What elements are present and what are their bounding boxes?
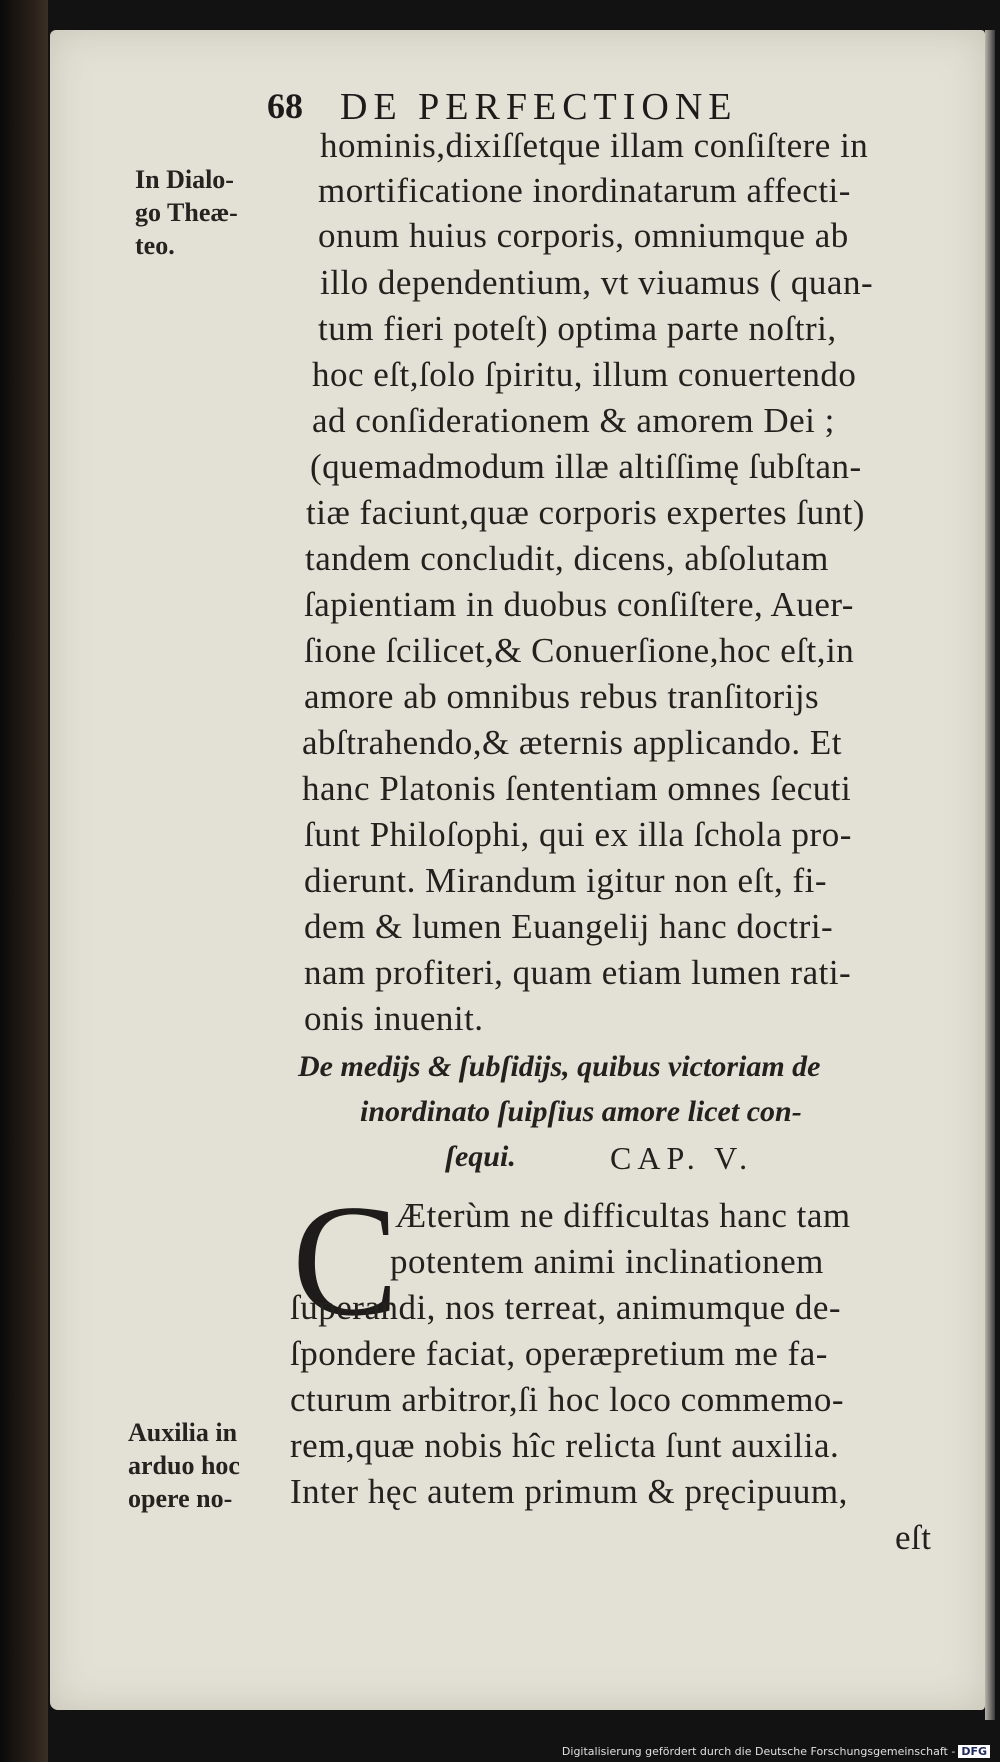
digitization-credit — [562, 1745, 990, 1758]
body-text-line: onis inuenit. — [304, 999, 484, 1038]
digitization-credit-text: Digitalisierung gefördert durch die Deutsche Forschungsgemeinschaft - — [561, 1745, 956, 1758]
body-text-line: tiæ faciunt,quæ corporis expertes ſunt) — [306, 493, 865, 532]
chapter-heading-line: inordinato ſuipſius amore licet con- — [360, 1095, 802, 1128]
margin-note-line: go Theæ- — [135, 198, 238, 227]
body-text-line: hominis,dixiſſetque illam conſiſtere in — [320, 126, 869, 165]
chapter-text-line: cturum arbitror,ſi hoc loco commemo- — [290, 1380, 845, 1419]
chapter-text-line: ſpondere faciat, operæpretium me fa- — [290, 1334, 828, 1373]
body-text-line: ad conſiderationem & amorem Dei ; — [312, 401, 835, 440]
body-text-line: illo dependentium, vt viuamus ( quan- — [320, 263, 874, 302]
body-text-line: (quemadmodum illæ altiſſimę ſubſtan- — [310, 447, 862, 486]
dfg-logo: DFG — [958, 1745, 990, 1758]
body-text-line: nam profiteri, quam etiam lumen rati- — [304, 953, 852, 992]
body-text-line: ſunt Philoſophi, qui ex illa ſchola pro- — [304, 815, 852, 854]
chapter-heading-line: De medijs & ſubſidijs, quibus victoriam de — [298, 1050, 821, 1083]
body-text-line: hoc eſt,ſolo ſpiritu, illum conuertendo — [312, 355, 857, 394]
body-text-line: ſione ſcilicet,& Conuerſione,hoc eſt,in — [304, 631, 855, 670]
body-text-line: onum huius corporis, omniumque ab — [318, 216, 849, 255]
chapter-text-line: Inter hęc autem primum & pręcipuum, — [290, 1472, 848, 1511]
body-text-line: tandem concludit, dicens, abſolutam — [305, 539, 829, 578]
chapter-text-line: potentem animi inclinationem — [390, 1242, 824, 1281]
body-text-line: hanc Platonis ſententiam omnes ſecuti — [302, 769, 852, 808]
chapter-text-line: eſt — [895, 1518, 932, 1557]
body-text-line: dierunt. Mirandum igitur non eſt, fi- — [304, 861, 827, 900]
body-text-line: abſtrahendo,& æternis applicando. Et — [302, 723, 842, 762]
chapter-text-line: Æterùm ne difficultas hanc tam — [395, 1196, 851, 1235]
chapter-text-line: ſuperandi, nos terreat, animumque de- — [290, 1288, 842, 1327]
body-text-line: dem & lumen Euangelij hanc doctri- — [304, 907, 834, 946]
book-binding-edge — [0, 0, 48, 1762]
drop-cap-initial: C — [292, 1171, 399, 1349]
margin-note-line: opere no- — [128, 1484, 233, 1513]
body-text-line: mortificatione inordinatarum affecti- — [318, 171, 851, 210]
page-number: 68 — [267, 86, 303, 126]
margin-note-line: arduo hoc — [128, 1451, 240, 1480]
chapter-number: CAP. V. — [610, 1140, 754, 1176]
margin-note-line: teo. — [135, 231, 175, 260]
body-text-line: amore ab omnibus rebus tranſitorijs — [304, 677, 820, 716]
chapter-heading-line: ſequi. — [445, 1140, 516, 1173]
body-text-line: ſapientiam in duobus conſiſtere, Auer- — [304, 585, 854, 624]
margin-note-line: In Dialo- — [135, 165, 234, 194]
margin-note-line: Auxilia in — [128, 1418, 238, 1447]
page-edge-shadow — [985, 30, 995, 1720]
body-text-line: tum fieri poteſt) optima parte noſtri, — [318, 309, 837, 348]
running-head-title: DE PERFECTIONE — [340, 86, 738, 128]
chapter-text-line: rem,quæ nobis hîc relicta ſunt auxilia. — [290, 1426, 840, 1465]
